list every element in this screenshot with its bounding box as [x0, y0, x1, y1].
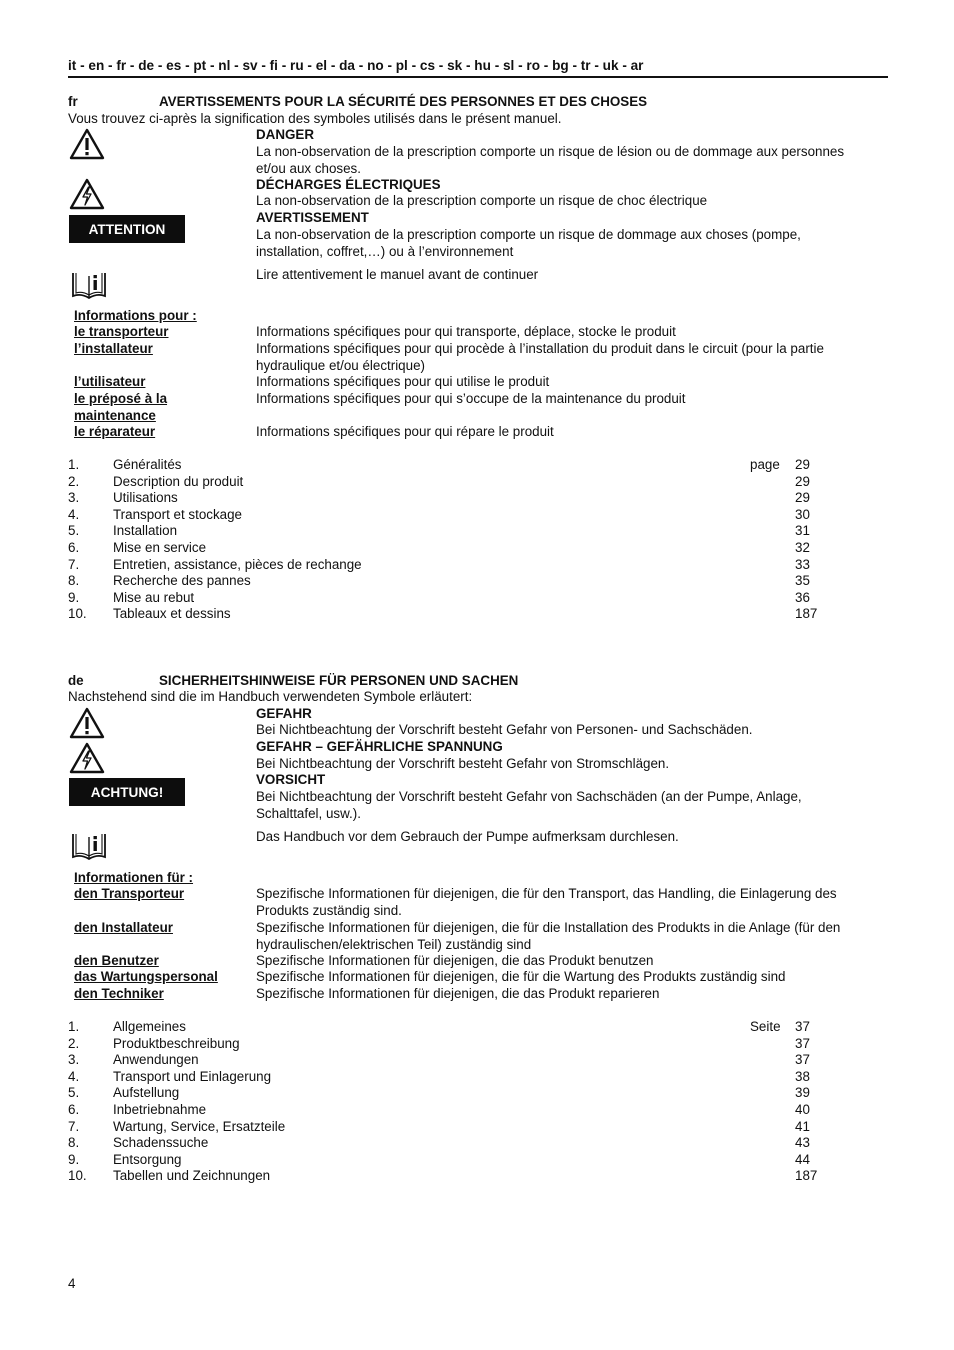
toc-entry-page: 37	[795, 1019, 810, 1034]
toc-entry-page: 29	[795, 473, 810, 489]
fr-role-text: Informations spécifiques pour qui s’occupe de la maintenance du produit	[256, 391, 686, 406]
toc-entry-title: Généralités	[113, 457, 182, 472]
toc-entry-title: Mise au rebut	[113, 589, 195, 605]
de-role-label: den Installateur	[74, 920, 173, 935]
toc-entry-title: Allgemeines	[113, 1019, 186, 1034]
toc-entry-title: Transport et stockage	[113, 506, 243, 522]
toc-entry-num: 6.	[68, 1102, 80, 1117]
toc-entry-title: Entsorgung	[113, 1151, 182, 1167]
toc-entry-num: 6.	[68, 540, 80, 555]
header-rule	[68, 76, 888, 78]
de-elec-title: GEFAHR – GEFÄHRLICHE SPANNUNG	[256, 739, 503, 754]
danger-warning-icon	[69, 707, 105, 739]
toc-entry-title: Description du produit	[113, 473, 244, 489]
toc-entry-num: 4.	[68, 506, 80, 522]
de-role-label: den Techniker	[74, 986, 164, 1001]
toc-entry-page: 40	[795, 1102, 810, 1117]
fr-role-text: Informations spécifiques pour qui utilise le produit	[256, 374, 550, 389]
toc-entry-num: 10.	[68, 606, 87, 622]
toc-entry-title: Tableaux et dessins	[113, 606, 231, 622]
toc-entry-page: 44	[795, 1151, 810, 1167]
toc-entry-page: 187	[795, 606, 818, 622]
electric-shock-icon	[69, 178, 105, 210]
de-warn-title: VORSICHT	[256, 772, 326, 787]
toc-entry-title: Inbetriebnahme	[113, 1102, 207, 1117]
toc-entry-title: Schadenssuche	[113, 1135, 209, 1151]
toc-entry-num: 1.	[68, 457, 80, 472]
de-manual-text: Das Handbuch vor dem Gebrauch der Pumpe aufmerksam durchlesen.	[256, 829, 679, 844]
language-bar: it - en - fr - de - es - pt - nl - sv - fi - ru - el - da - no - pl - cs - sk - hu - sl - ro - bg - tr - uk - ar	[68, 58, 644, 73]
fr-danger-title: DANGER	[256, 127, 315, 142]
fr-warn-text: La non-observation de la prescription comporte un risque de dommage aux choses (pompe, installation, coffret,…) ou à l’environnement	[256, 227, 801, 259]
toc-entry-num: 3.	[68, 1052, 80, 1068]
fr-title: AVERTISSEMENTS POUR LA SÉCURITÉ DES PERSONNES ET DES CHOSES	[159, 94, 648, 109]
toc-entry-num: 8.	[68, 573, 80, 589]
danger-warning-icon	[69, 128, 105, 160]
de-danger-title: GEFAHR	[256, 706, 312, 721]
de-role-text: Spezifische Informationen für diejenigen, die das Produkt reparieren	[256, 986, 660, 1001]
toc-entry-page: 33	[795, 556, 810, 572]
toc-entry-num: 3.	[68, 490, 80, 506]
fr-attention-badge: ATTENTION	[69, 215, 185, 243]
toc-entry-title: Installation	[113, 523, 178, 539]
toc-entry-page: 38	[795, 1068, 810, 1084]
toc-entry-num: 7.	[68, 1118, 80, 1134]
fr-manual-text: Lire attentivement le manuel avant de continuer	[256, 267, 539, 282]
fr-role-label: l’utilisateur	[74, 374, 146, 389]
fr-elec-text: La non-observation de la prescription comporte un risque de choc électrique	[256, 193, 708, 208]
toc-entry-page: 32	[795, 540, 810, 555]
fr-warn-title: AVERTISSEMENT	[256, 210, 369, 225]
de-role-label: den Benutzer	[74, 953, 159, 968]
fr-danger-text: La non-observation de la prescription comporte un risque de lésion ou de dommage aux personnes et/ou aux choses.	[256, 144, 845, 176]
fr-info-header: Informations pour :	[74, 308, 197, 323]
toc-entry-page: 37	[795, 1052, 810, 1068]
de-code: de	[68, 673, 84, 688]
fr-elec-title: DÉCHARGES ÉLECTRIQUES	[256, 177, 441, 192]
fr-toc-page-word: page	[750, 457, 780, 472]
de-warn-text: Bei Nichtbeachtung der Vorschrift besteht Gefahr von Sachschäden (an der Pumpe, Anlage, Schalttafel, usw.).	[256, 789, 802, 821]
de-role-text: Spezifische Informationen für diejenigen, die für die Installation des Produkts in die Anlage (für den hydraulischen/elektrischen Teil) zuständig sind	[256, 920, 841, 952]
de-role-text: Spezifische Informationen für diejenigen, die für die Wartung des Produkts zuständig sind	[256, 969, 786, 984]
toc-entry-num: 5.	[68, 523, 80, 539]
fr-role-label: le réparateur	[74, 424, 156, 439]
toc-entry-num: 9.	[68, 1151, 80, 1167]
toc-entry-page: 30	[795, 506, 810, 522]
de-danger-text: Bei Nichtbeachtung der Vorschrift besteht Gefahr von Personen- und Sachschäden.	[256, 722, 753, 737]
de-intro: Nachstehend sind die im Handbuch verwendeten Symbole erläutert:	[68, 689, 473, 704]
de-achtung-badge: ACHTUNG!	[69, 778, 185, 806]
toc-entry-page: 39	[795, 1085, 810, 1101]
toc-entry-title: Recherche des pannes	[113, 573, 251, 589]
toc-entry-page: 31	[795, 523, 810, 539]
de-elec-text: Bei Nichtbeachtung der Vorschrift besteht Gefahr von Stromschlägen.	[256, 756, 670, 771]
toc-entry-page: 29	[795, 490, 810, 506]
toc-entry-num: 9.	[68, 589, 80, 605]
manual-book-icon	[71, 270, 107, 300]
de-role-label: den Transporteur	[74, 886, 185, 901]
toc-entry-title: Wartung, Service, Ersatzteile	[113, 1118, 286, 1134]
toc-entry-num: 8.	[68, 1135, 80, 1151]
fr-intro: Vous trouvez ci-après la signification des symboles utilisés dans le présent manuel.	[68, 111, 562, 126]
toc-entry-title: Aufstellung	[113, 1085, 180, 1101]
toc-entry-page: 187	[795, 1168, 818, 1184]
toc-entry-page: 37	[795, 1035, 810, 1051]
toc-entry-num: 10.	[68, 1168, 87, 1184]
toc-entry-page: 43	[795, 1135, 810, 1151]
fr-role-label: le préposé à la maintenance	[74, 391, 168, 423]
toc-entry-title: Produktbeschreibung	[113, 1035, 240, 1051]
page-number: 4	[68, 1276, 76, 1291]
toc-entry-page: 41	[795, 1118, 810, 1134]
electric-shock-icon	[69, 742, 105, 774]
toc-entry-title: Entretien, assistance, pièces de rechange	[113, 556, 362, 572]
toc-entry-page: 35	[795, 573, 810, 589]
fr-role-label: le transporteur	[74, 324, 169, 339]
toc-entry-num: 4.	[68, 1068, 80, 1084]
toc-entry-num: 2.	[68, 473, 80, 489]
fr-role-label: l’installateur	[74, 341, 153, 356]
fr-role-text: Informations spécifiques pour qui procède à l’installation du produit dans le circuit (pour la partie hydraulique et/ou électrique)	[256, 341, 824, 373]
de-title: SICHERHEITSHINWEISE FÜR PERSONEN UND SACHEN	[159, 673, 519, 688]
fr-role-text: Informations spécifiques pour qui transporte, déplace, stocke le produit	[256, 324, 676, 339]
fr-code: fr	[68, 94, 78, 109]
manual-book-icon	[71, 831, 107, 861]
toc-entry-num: 2.	[68, 1035, 80, 1051]
de-info-header: Informationen für :	[74, 870, 194, 885]
toc-entry-num: 7.	[68, 556, 80, 572]
toc-entry-title: Anwendungen	[113, 1052, 199, 1068]
toc-entry-num: 1.	[68, 1019, 80, 1034]
toc-entry-title: Utilisations	[113, 490, 178, 506]
toc-entry-num: 5.	[68, 1085, 80, 1101]
toc-entry-page: 36	[795, 589, 810, 605]
de-toc-page-word: Seite	[750, 1019, 781, 1034]
toc-entry-title: Tabellen und Zeichnungen	[113, 1168, 271, 1184]
toc-entry-title: Mise en service	[113, 540, 207, 555]
toc-entry-title: Transport und Einlagerung	[113, 1068, 272, 1084]
fr-role-text: Informations spécifiques pour qui répare le produit	[256, 424, 554, 439]
de-role-label: das Wartungspersonal	[74, 969, 218, 984]
de-role-text: Spezifische Informationen für diejenigen, die das Produkt benutzen	[256, 953, 654, 968]
de-role-text: Spezifische Informationen für diejenigen, die für den Transport, das Handling, die Einlagerung des Produkts zuständig sind.	[256, 886, 837, 918]
toc-entry-page: 29	[795, 457, 810, 472]
